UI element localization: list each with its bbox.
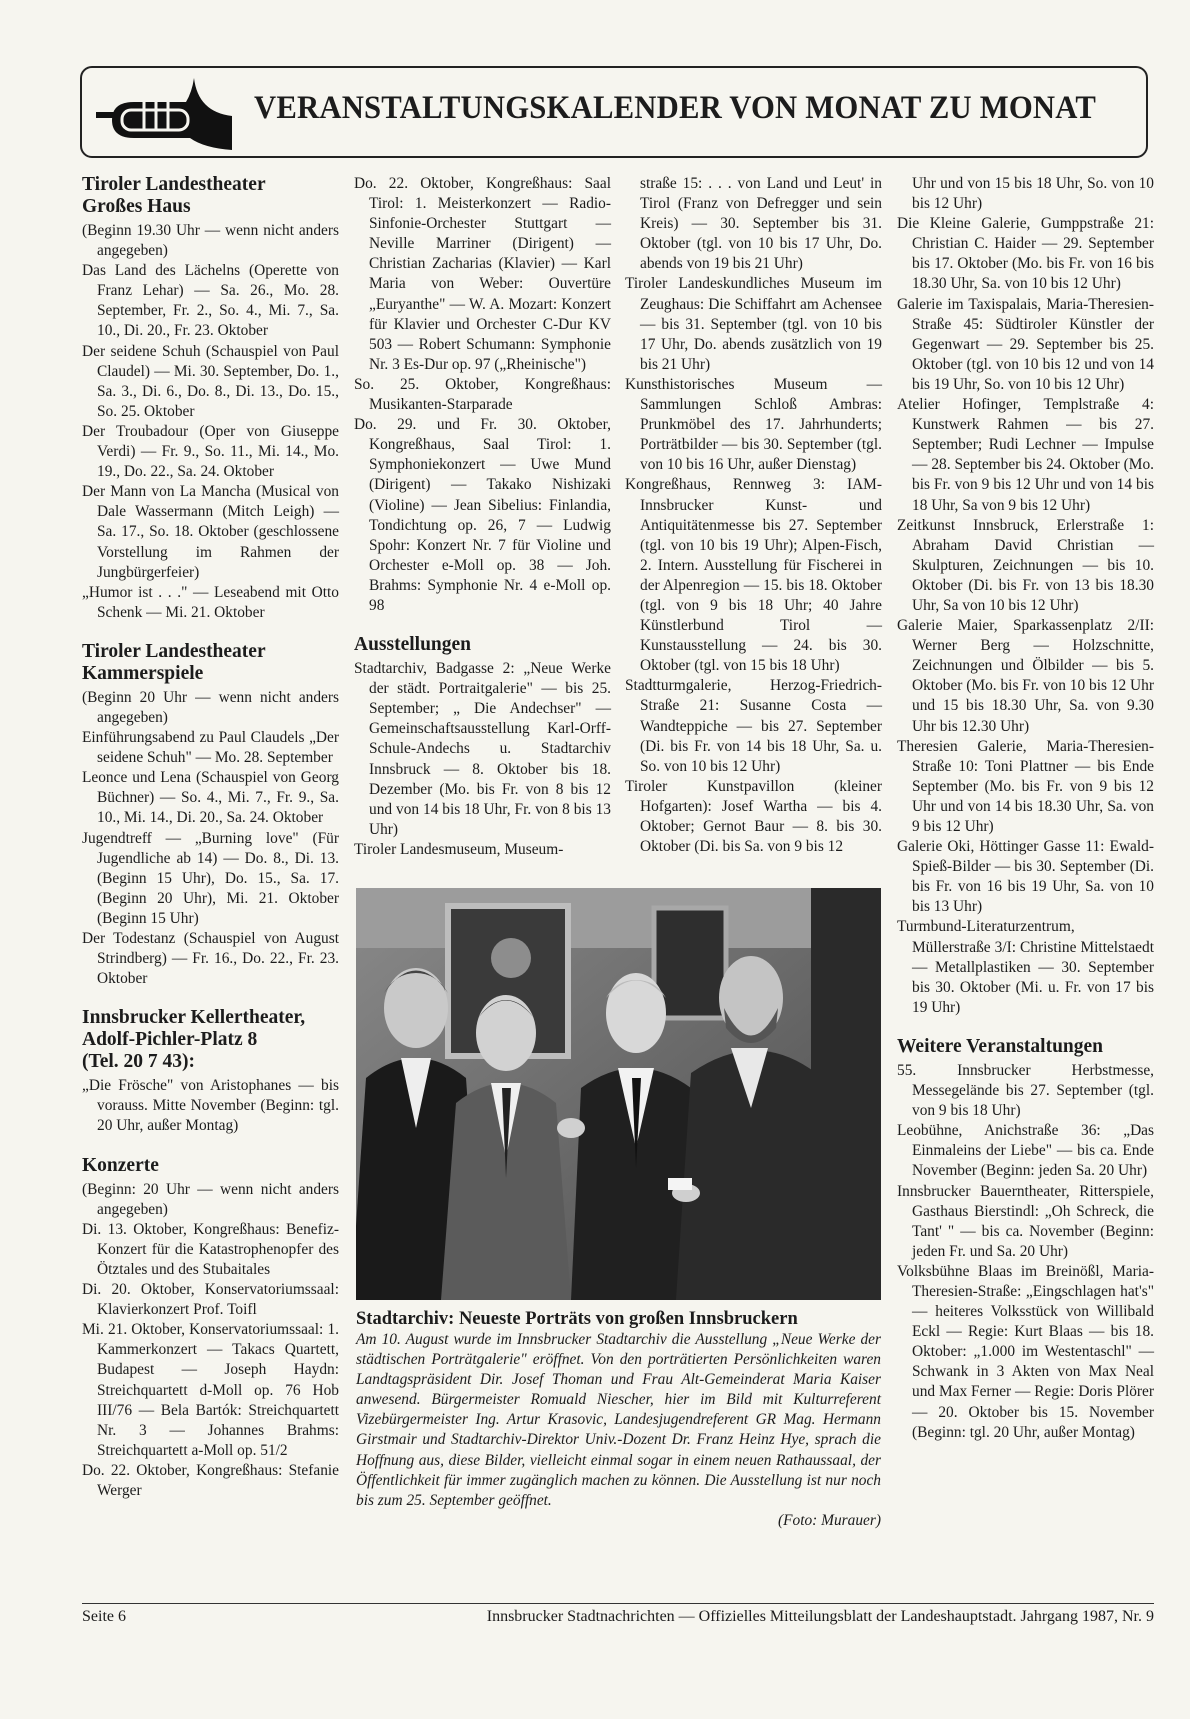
event-entry: Tiroler Landeskundliches Museum im Zeughaus: Die Schiffahrt am Achensee — bis 31. September (tgl. von 10 bis 17 Uhr, Do. abends zusätzlich von 19 bis 21 Uhr) [625, 275, 882, 373]
calendar-header [80, 66, 1148, 158]
section-heading [82, 1007, 339, 1073]
event-entry: Mi. 21. Oktober, Konservatoriumssaal: 1. Kammerkonzert — Takacs Quartett, Budapest — Joseph Haydn: Streichquartett d-Moll op. 76 Hob III/76 — Bela Bartók: Streichquartett Nr. 3 — Johannes Brahms: Streichquartett a-Moll op. 51/2 [82, 1321, 339, 1459]
press-photo [356, 888, 881, 1300]
event-entry: Tiroler Kunstpavillon (kleiner Hofgarten): Josef Wartha — bis 4. Oktober; Gernot Baur — 8. bis 30. Oktober (Di. bis Sa. von 9 bis 12 [625, 777, 882, 856]
event-entry: Galerie im Taxispalais, Maria-Theresien-Straße 45: Südtiroler Künstler der Gegenwart — 29. September bis 25. Oktober (tgl. von 10 bis 12 und von 14 bis 19 Uhr, So. von 10 bis 12 Uhr) [897, 295, 1154, 393]
section-heading-line: Konzerte [82, 1154, 159, 1176]
event-entry: Tiroler Landesmuseum, Museum- [354, 840, 564, 858]
calendar-title: VERANSTALTUNGSKALENDER VON MONAT ZU MONAT [254, 90, 1097, 126]
event-entry: Kongreßhaus, Rennweg 3: IAM-Innsbrucker Kunst- und Antiquitätenmesse bis 27. September (tgl. von 10 bis 19 Uhr); Alpen-Fisch, 2. Intern. Ausstellung für Fischerei in der Alpenregion — 15. bis 18. Oktober (tgl. von 9 bis 18 Uhr; 40 Jahre Künstlerbund Tirol — Kunstausstellung — 24. bis 30. Oktober (tgl. von 15 bis 18 Uhr) [625, 476, 882, 675]
event-entry: Das Land des Lächelns (Operette von Franz Lehar) — Sa. 26., Mo. 28. September, Fr. 2., So. 4., Mi. 7., Sa. 10., Di. 20., Fr. 23. Oktober [82, 262, 339, 340]
section-heading-line: Weitere Veranstaltungen [897, 1035, 1104, 1057]
event-entry: Leobühne, Anichstraße 36: „Das Einmaleins der Liebe" — bis ca. Ende November (Beginn: jeden Sa. 20 Uhr) [897, 1122, 1154, 1180]
caption-text: Am 10. August wurde im Innsbrucker Stadtarchiv die Ausstellung „Neue Werke der städtischen Porträtgalerie" eröffnet. Von den porträtierten Persönlichkeiten waren Landtagspräsident Dir. Josef Thoman und Frau Alt-Gemeinderat Maria Kaiser anwesend. Bürgermeister Romuald Niescher, hier im Bild mit Kulturreferent Vizebürgermeister Ing. Artur Krasovic, Landesjugendreferent GR Mag. Hermann Girstmair und Stadtarchiv-Direktor Univ.-Dozent Dr. Franz Heinz Hye, sprach die Hoffnung aus, diese Bilder, vielleicht einmal sogar in einem neuen Rathaussaal, der Öffentlichkeit für immer zugänglich machen zu können. Die Ausstellung ist nur noch bis zum 25. September geöffnet. [356, 1331, 881, 1509]
column-1 [82, 174, 339, 1501]
section-heading [354, 634, 611, 656]
section-heading [82, 174, 339, 218]
event-entry: Leonce und Lena (Schauspiel von Georg Büchner) — So. 4., Mi. 7., Fr. 9., Sa. 10., Mi. 14., Di. 20., Sa. 24. Oktober [82, 769, 339, 827]
event-entry: Do. 22. Oktober, Kongreßhaus: Stefanie Werger [82, 1461, 339, 1499]
event-entry: Der seidene Schuh (Schauspiel von Paul Claudel) — Mi. 30. September, Do. 1., Sa. 3., Di. 6., Do. 8., Di. 13., Do. 15., So. 25. Oktober [82, 342, 339, 420]
event-entry: So. 25. Oktober, Kongreßhaus: Musikanten-Starparade [354, 375, 611, 414]
section-heading-line: (Tel. 20 7 43): [82, 1051, 196, 1073]
column-3 [625, 174, 882, 857]
photo-credit: (Foto: Murauer) [777, 1511, 881, 1529]
page-number: Seite 6 [82, 1608, 126, 1625]
event-entry: (Beginn 20 Uhr — wenn nicht anders angegeben) [82, 688, 339, 726]
section-heading-line: Großes Haus [82, 196, 191, 217]
event-entry: Turmbund-Literaturzentrum, Müllerstraße 3/I: Christine Mittelstaedt — Metallplastiken — 30. September bis 30. Oktober (Mi. u. Fr. von 17 bis 19 Uhr) [897, 918, 1154, 1016]
event-entry: Zeitkunst Innsbruck, Erlerstraße 1: Abraham David Christian — Skulpturen, Zeichnungen — bis 10. Oktober (Di. bis Fr. von 13 bis 18.30 Uhr, Sa von 10 bis 12 Uhr) [897, 516, 1154, 614]
event-entry: Der Todestanz (Schauspiel von August Strindberg) — Fr. 16., Do. 22., Fr. 23. Oktober [82, 930, 339, 988]
photo-caption [356, 1308, 881, 1531]
section-heading-line: Tiroler Landestheater [82, 174, 266, 195]
publication-line: Innsbrucker Stadtnachrichten — Offizielles Mitteilungsblatt der Landeshauptstadt. Jahrgang 1987, Nr. 9 [486, 1608, 1154, 1625]
event-entry-continued: straße 15: . . . von Land und Leut' in Tirol (Franz von Defregger und sein Kreis) — 30. September bis 31. Oktober (tgl. von 10 bis 17 Uhr, Do. abends von 19 bis 21 Uhr) [640, 175, 882, 273]
section-heading-line: Adolf-Pichler-Platz 8 [82, 1029, 258, 1051]
event-entry: Do. 22. Oktober, Kongreßhaus: Saal Tirol: 1. Meisterkonzert — Radio-Sinfonie-Orchester Stuttgart — Neville Marriner (Dirigent) — Christian Zacharias (Klavier) — Karl Maria von Weber: Ouvertüre „Euryanthe" — W. A. Mozart: Konzert für Klavier und Orchester C-Dur KV 503 — Robert Schumann: Symphonie Nr. 3 Es-Dur op. 97 („Rheinische") [354, 175, 611, 373]
event-entry: Atelier Hofinger, Templstraße 4: Kunstwerk Rahmen — bis 27. September; Rudi Lechner — Impulse — 28. September bis 24. Oktober (Mo. bis Fr. von 9 bis 12 Uhr und von 14 bis 18 Uhr, Sa von 9 bis 12 Uhr) [897, 396, 1154, 514]
event-entry: Di. 20. Oktober, Konservatoriumssaal: Klavierkonzert Prof. Toifl [82, 1281, 339, 1319]
section-heading-line: Ausstellungen [354, 634, 472, 656]
event-entry: Der Mann von La Mancha (Musical von Dale Wassermann (Mitch Leigh) — Sa. 17., So. 18. Oktober (geschlossene Vorstellung im Rahmen der Jungbürgerfeier) [82, 483, 339, 581]
section-heading-line: Innsbrucker Kellertheater, [82, 1007, 306, 1029]
event-entry: Stadtarchiv, Badgasse 2: „Neue Werke der städt. Portraitgalerie" — bis 25. September; „ Die Andechser" — Gemeinschaftsausstellung Karl-Orff-Schule-Andechs u. Stadtarchiv Innsbruck — 8. Oktober bis 18. Dezember (Mo. bis Fr. von 8 bis 12 und von 14 bis 18 Uhr, Fr. von 8 bis 13 Uhr) [354, 660, 611, 838]
event-entry: Do. 29. und Fr. 30. Oktober, Kongreßhaus, Saal Tirol: 1. Symphoniekonzert — Uwe Mund (Dirigent) — Takako Nishizaki (Violine) — Jean Sibelius: Finlandia, Tondichtung op. 26, 7 — Ludwig Spohr: Konzert Nr. 7 für Violine und Orchester e-Moll op. 38 — Joh. Brahms: Symphonie Nr. 4 e-Moll op. 98 [354, 416, 611, 614]
event-entry: „Humor ist . . ." — Leseabend mit Otto Schenk — Mi. 21. Oktober [82, 583, 339, 621]
event-entry: Galerie Maier, Sparkassenplatz 2/II: Werner Berg — Holzschnitte, Zeichnungen und Ölbilder — bis 5. Oktober (Mo. bis Fr. von 10 bis 12 Uhr und 15 bis 18.30 Uhr, Sa. von 9.30 Uhr bis 12.30 Uhr) [897, 617, 1154, 735]
event-entry: Der Troubadour (Oper von Giuseppe Verdi) — Fr. 9., So. 11., Mi. 14., Mo. 19., Do. 22., Sa. 24. Oktober [82, 422, 339, 481]
event-entry: Stadtturmgalerie, Herzog-Friedrich-Straße 21: Susanne Costa — Wandteppiche — bis 27. September (Di. bis Fr. von 14 bis 18 Uhr, Sa. u. So. von 10 bis 12 Uhr) [625, 677, 882, 775]
event-entry: (Beginn 19.30 Uhr — wenn nicht anders angegeben) [82, 222, 339, 260]
caption-title: Stadtarchiv: Neueste Porträts von großen Innsbruckern [356, 1309, 798, 1329]
event-entry: Theresien Galerie, Maria-Theresien-Straße 10: Toni Plattner — bis Ende September (Mo. bis Fr. von 9 bis 12 Uhr und von 14 bis 18.30 Uhr, Sa. von 9 bis 12 Uhr) [897, 737, 1154, 835]
column-4 [897, 174, 1154, 1443]
event-entry: 55. Innsbrucker Herbstmesse, Messegelände bis 27. September (tgl. von 9 bis 18 Uhr) [897, 1061, 1154, 1120]
section-heading-line: Tiroler Landestheater [82, 640, 266, 662]
section-heading-line: Kammerspiele [82, 662, 204, 684]
event-entry: Innsbrucker Bauerntheater, Ritterspiele, Gasthaus Bierstindl: „Oh Schreck, die Tant' " — bis ca. November (Beginn: jeden Fr. und Sa. 20 Uhr) [897, 1182, 1154, 1260]
section-heading [82, 641, 339, 685]
section-heading [82, 1155, 339, 1177]
event-entry: „Die Frösche" von Aristophanes — bis vorauss. Mitte November (Beginn: tgl. 20 Uhr, außer Montag) [82, 1077, 339, 1135]
event-entry: (Beginn: 20 Uhr — wenn nicht anders angegeben) [82, 1180, 339, 1218]
event-entry: Kunsthistorisches Museum — Sammlungen Schloß Ambras: Prunkmöbel des 17. Jahrhunderts; Porträtbilder — bis 30. September (tgl. von 10 bis 16 Uhr, außer Dienstag) [625, 375, 882, 474]
event-entry: Einführungsabend zu Paul Claudels „Der seidene Schuh" — Mo. 28. September [82, 729, 339, 767]
event-entry: Jugendtreff — „Burning love" (Für Jugendliche ab 14) — Do. 8., Di. 13. (Beginn 15 Uhr), Do. 15., Sa. 17. (Beginn 20 Uhr), Mi. 21. Oktober (Beginn 15 Uhr) [82, 829, 339, 927]
tuba-icon [94, 72, 234, 154]
event-entry: Die Kleine Galerie, Gumppstraße 21: Christian C. Haider — 29. September bis 17. Oktober (Mo. bis Fr. von 16 bis 18.30 Uhr, Sa. von 10 bis 12 Uhr) [897, 215, 1154, 293]
section-heading [897, 1036, 1154, 1058]
event-entry: Volksbühne Blaas im Breinößl, Maria-Theresien-Straße: „Eingschlagen hat's" — heiteres Volksstück von Willibald Eckl — Regie: Kurt Blaas — bis 18. Oktober: „1.000 im Westentaschl" — Schwank in 3 Akten von Max Neal und Max Ferner — Regie: Doris Plörer — 20. Oktober bis 15. November (Beginn: tgl. 20 Uhr, außer Montag) [897, 1262, 1154, 1441]
event-entry: Galerie Oki, Höttinger Gasse 11: Ewald-Spieß-Bilder — bis 30. September (Di. bis Fr. von 16 bis 19 Uhr, Sa. von 10 bis 13 Uhr) [897, 838, 1154, 916]
event-entry-continued: Uhr und von 15 bis 18 Uhr, So. von 10 bis 12 Uhr) [912, 175, 1154, 213]
footer-divider [82, 1603, 1154, 1604]
column-2 [354, 174, 611, 860]
event-entry: Di. 13. Oktober, Kongreßhaus: Benefiz-Konzert für die Katastrophenopfer des Ötztales und des Stubaitales [82, 1220, 339, 1278]
